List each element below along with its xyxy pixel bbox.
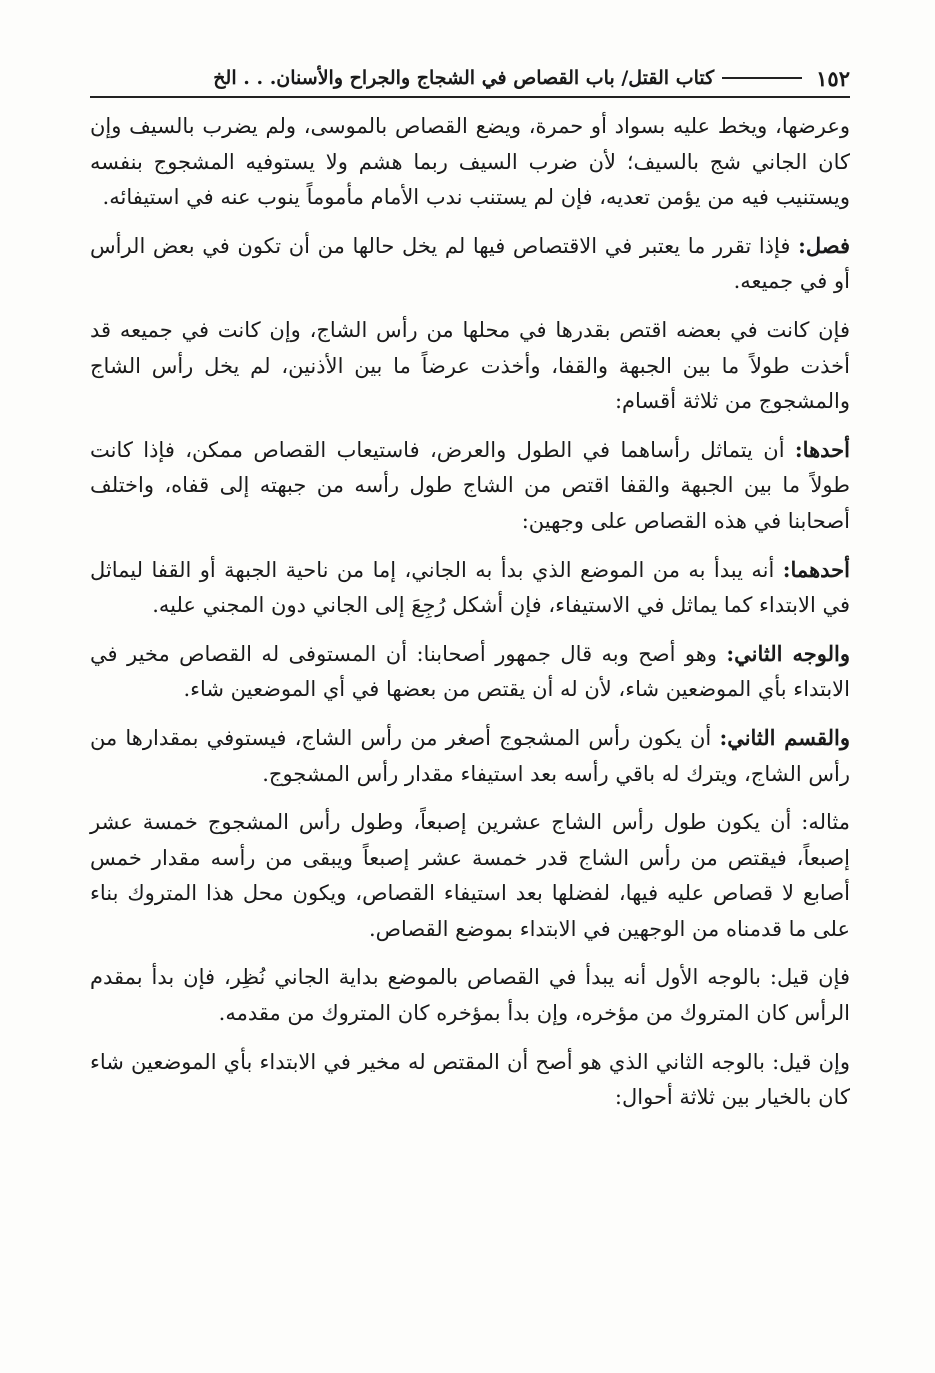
paragraph-text: فإن قيل: بالوجه الأول أنه يبدأ في القصاص بالموضع بداية الجاني نُظِر، فإن بدأ بمقدم الرأس كان المتروك من مؤخره، وإن بدأ بمؤخره كان المتروك من مقدمه.	[90, 965, 850, 1026]
paragraph	[90, 720, 850, 792]
paragraph-text: وإن قيل: بالوجه الثاني الذي هو أصح أن المقتص له مخير في الابتداء بأي الموضعين شاء كان بالخيار بين ثلاثة أحوال:	[90, 1049, 850, 1110]
paragraph-text: أن يكون رأس المشجوج أصغر من رأس الشاج، فيستوفي بمقدارها من رأس الشاج، ويترك له باقي رأسه بعد استيفاء مقدار رأس المشجوج.	[90, 725, 850, 786]
paragraph-text: فإن كانت في بعضه اقتص بقدرها في محلها من رأس الشاج، وإن كانت في جميعه قد أخذت طولاً ما بين الجبهة والقفا، وأخذت عرضاً ما بين الأذنين، لم يخل رأس الشاج والمشجوج من ثلاثة أقسام:	[90, 317, 850, 414]
paragraph	[90, 228, 850, 300]
page-header	[90, 60, 850, 98]
paragraph	[90, 108, 850, 216]
paragraph	[90, 432, 850, 540]
paragraph	[90, 552, 850, 624]
paragraph	[90, 804, 850, 947]
paragraph-lead: والقسم الثاني:	[719, 724, 851, 750]
paragraph-lead: فصل:	[798, 232, 850, 258]
running-title: كتاب القتل/ باب القصاص في الشجاج والجراح والأسنان. . . الخ	[213, 67, 715, 89]
paragraph-text: أنه يبدأ به من الموضع الذي بدأ به الجاني، إما من ناحية الجبهة أو القفا ليماثل في الابتداء كما يماثل في الاستيفاء، فإن أشكل رُجِعَ إلى الجاني دون المجني عليه.	[90, 557, 850, 618]
header-rule	[722, 77, 802, 79]
paragraph-text: فإذا تقرر ما يعتبر في الاقتصاص فيها لم يخل حالها من أن تكون في بعض الرأس أو في جميعه.	[90, 233, 850, 294]
paragraph-text: وهو أصح وبه قال جمهور أصحابنا: أن المستوفى له القصاص مخير في الابتداء بأي الموضعين شاء، لأن له أن يقتص من بعضها في أي الموضعين شاء.	[90, 641, 850, 702]
paragraph-lead: أحدهما:	[782, 556, 850, 582]
page-body	[90, 108, 850, 1128]
paragraph	[90, 312, 850, 420]
paragraph-text: أن يتماثل رأساهما في الطول والعرض، فاستيعاب القصاص ممكن، فإذا كانت طولاً ما بين الجبهة والقفا اقتص من الشاج طول رأسه من جبهته إلى قفاه، واختلف أصحابنا في هذه القصاص على وجهين:	[90, 437, 850, 533]
paragraph	[90, 636, 850, 708]
paragraph-lead: أحدها:	[794, 436, 850, 462]
paragraph-text: وعرضها، ويخط عليه بسواد أو حمرة، ويضع القصاص بالموسى، ولم يضرب بالسيف وإن كان الجاني شج بالسيف؛ لأن ضرب السيف ربما هشم ولا يستوفيه المشجوج بنفسه ويستنيب فيه من يؤمن تعديه، فإن لم يستنب ندب الأمام مأموماً ينوب عنه في استيفائه.	[90, 114, 850, 210]
paragraph	[90, 959, 850, 1031]
page-number: ١٥٢	[816, 65, 850, 91]
paragraph-lead: والوجه الثاني:	[726, 640, 850, 666]
paragraph-text: مثاله: أن يكون طول رأس الشاج عشرين إصبعاً، وطول رأس المشجوج خمسة عشر إصبعاً، فيقتص من رأس الشاج قدر خمسة عشر إصبعاً ويبقى من رأسه مقدار خمس أصابع لا قصاص عليه فيها، لفضلها بعد استيفاء القصاص، ويكون محل هذا المتروك بناء على ما قدمناه من الوجهين في الابتداء بموضع القصاص.	[90, 810, 850, 941]
paragraph	[90, 1044, 850, 1116]
